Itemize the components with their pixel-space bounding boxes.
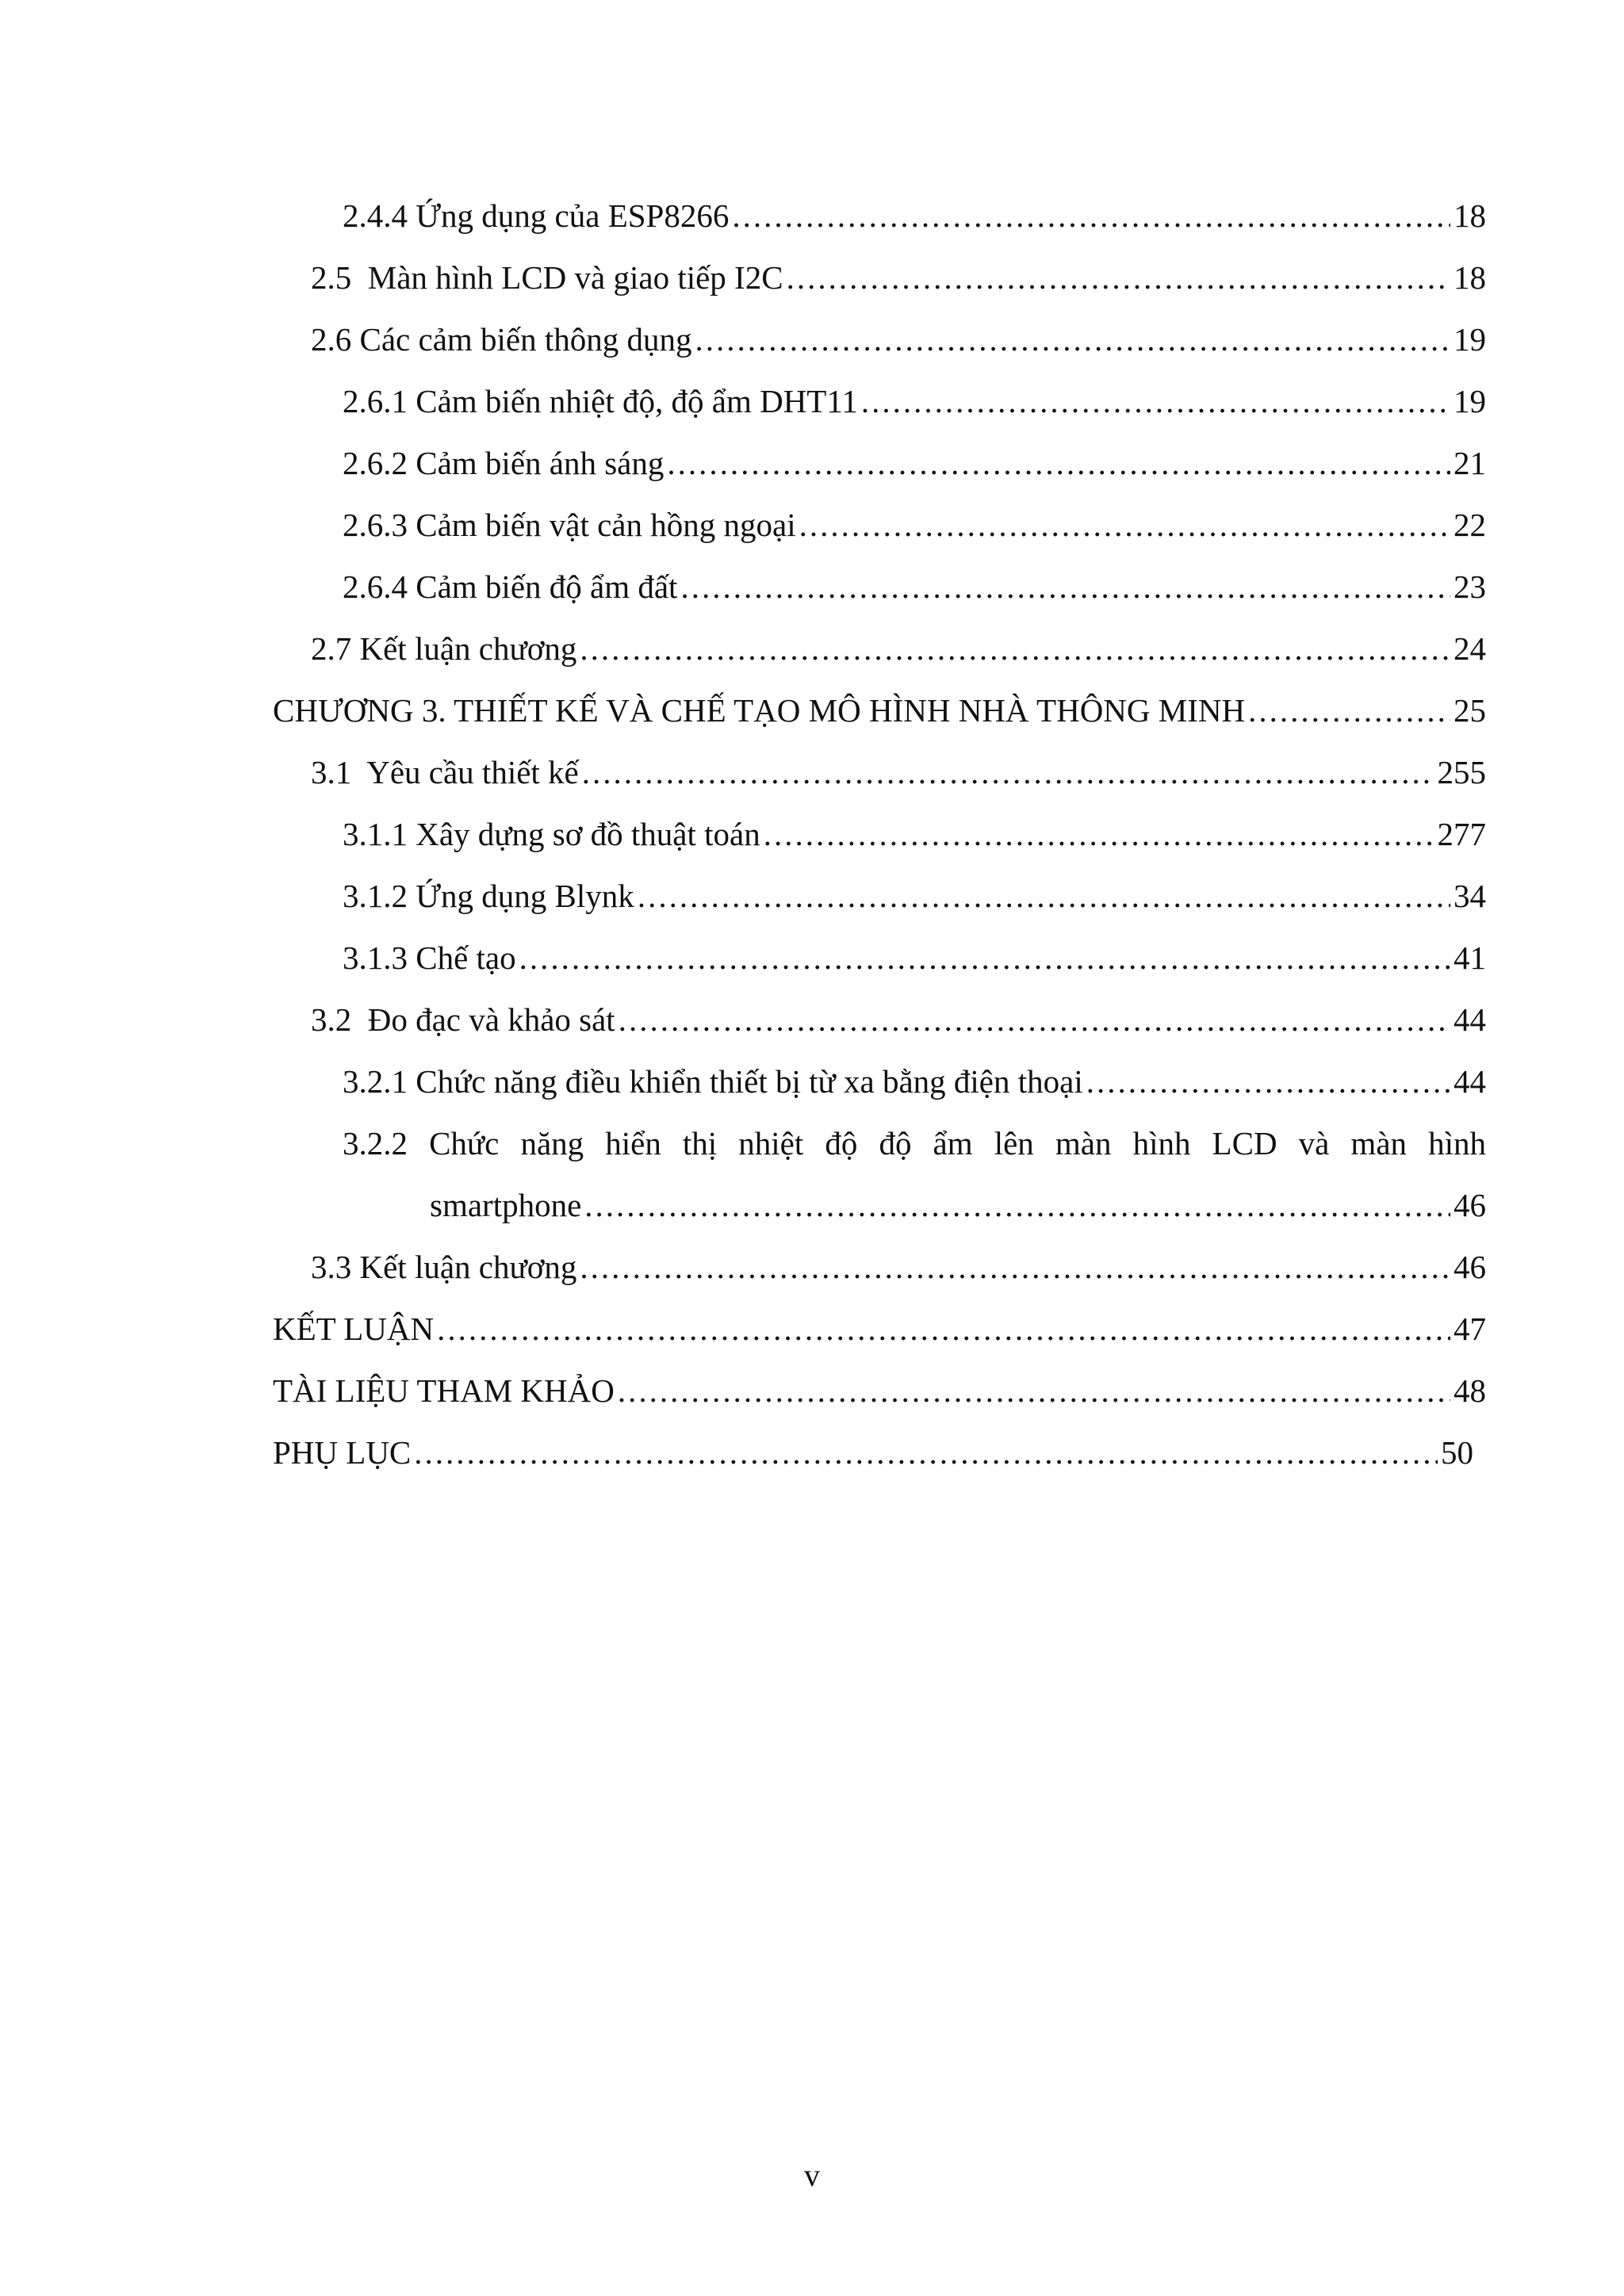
toc-leader-dots bbox=[414, 1429, 1438, 1476]
toc-entry-page: 41 bbox=[1454, 939, 1486, 976]
toc-leader-dots bbox=[580, 1243, 1450, 1291]
toc-entry-chapter[interactable] bbox=[273, 1429, 1473, 1476]
toc-leader-dots bbox=[584, 1181, 1450, 1229]
toc-entry-multiline-title[interactable]: 3.2.2 Chức năng hiển thị nhiệt độ độ ẩm lên màn hình LCD và màn hình bbox=[343, 1125, 1486, 1161]
toc-leader-dots bbox=[1248, 687, 1450, 734]
toc-leader-dots bbox=[787, 254, 1450, 301]
toc-entry-title: 3.2 Đo đạc và khảo sát bbox=[311, 1001, 615, 1038]
toc-leader-dots bbox=[582, 748, 1434, 796]
toc-entry[interactable] bbox=[311, 254, 1486, 301]
toc-entry-page: 19 bbox=[1454, 321, 1486, 358]
toc-entry-page: 50 bbox=[1441, 1434, 1473, 1471]
toc-leader-dots bbox=[580, 625, 1450, 672]
toc-entry-title: 2.6.1 Cảm biến nhiệt độ, độ ẩm DHT11 bbox=[343, 383, 858, 419]
toc-entry-chapter[interactable] bbox=[273, 1367, 1486, 1414]
toc-entry-title: 2.7 Kết luận chương bbox=[311, 630, 577, 667]
toc-entry-page: 19 bbox=[1454, 383, 1486, 419]
toc-entry-page: 46 bbox=[1454, 1187, 1486, 1223]
toc-entry-continuation-text: smartphone bbox=[430, 1187, 582, 1223]
toc-entry-title: 3.1.3 Chế tạo bbox=[343, 939, 516, 976]
toc-entry-page: 22 bbox=[1454, 507, 1486, 543]
toc-leader-dots bbox=[519, 934, 1450, 982]
toc-entry-title: TÀI LIỆU THAM KHẢO bbox=[273, 1372, 615, 1409]
toc-entry[interactable] bbox=[343, 377, 1486, 425]
toc-leader-dots bbox=[695, 316, 1450, 363]
toc-leader-dots bbox=[667, 439, 1450, 487]
toc-entry-title: 2.6.3 Cảm biến vật cản hồng ngoại bbox=[343, 507, 796, 543]
toc-entry-continuation[interactable] bbox=[430, 1181, 1486, 1229]
toc-entry-page: 23 bbox=[1454, 568, 1486, 605]
toc-entry-page: 48 bbox=[1454, 1372, 1486, 1409]
toc-entry-title: KẾT LUẬN bbox=[273, 1311, 435, 1347]
toc-entry-title: 3.3 Kết luận chương bbox=[311, 1249, 577, 1285]
toc-leader-dots bbox=[799, 501, 1450, 549]
toc-leader-dots bbox=[638, 872, 1450, 920]
toc-entry[interactable] bbox=[343, 872, 1486, 920]
toc-entry-page: 24 bbox=[1454, 630, 1486, 667]
toc-leader-dots bbox=[764, 810, 1434, 858]
toc-entry[interactable] bbox=[343, 934, 1486, 982]
toc-leader-dots bbox=[861, 377, 1450, 425]
toc-entry[interactable] bbox=[343, 439, 1486, 487]
toc-leader-dots bbox=[618, 1367, 1450, 1414]
toc-entry-page: 46 bbox=[1454, 1249, 1486, 1285]
toc-leader-dots bbox=[680, 563, 1450, 610]
toc-entry[interactable] bbox=[343, 563, 1486, 610]
toc-entry-page: 44 bbox=[1454, 1063, 1486, 1100]
toc-entry[interactable] bbox=[311, 316, 1486, 363]
toc-entry-title: 2.6 Các cảm biến thông dụng bbox=[311, 321, 692, 358]
toc-entry[interactable] bbox=[343, 1058, 1486, 1105]
toc-entry-title: CHƯƠNG 3. THIẾT KẾ VÀ CHẾ TẠO MÔ HÌNH NHÀ THÔNG MINH bbox=[273, 692, 1246, 729]
toc-entry-title: 3.1.1 Xây dựng sơ đồ thuật toán bbox=[343, 816, 760, 852]
toc-entry-title: 3.1 Yêu cầu thiết kế bbox=[311, 754, 579, 790]
toc-entry-page: 255 bbox=[1437, 754, 1486, 790]
toc-entry-title: 3.1.2 Ứng dụng Blynk bbox=[343, 878, 634, 914]
toc-leader-dots bbox=[437, 1305, 1450, 1353]
toc-entry-page: 277 bbox=[1437, 816, 1486, 852]
toc-entry-page: 44 bbox=[1454, 1001, 1486, 1038]
toc-entry-title: PHỤ LỤC bbox=[273, 1434, 412, 1471]
toc-entry[interactable] bbox=[343, 192, 1486, 239]
toc-entry-chapter[interactable] bbox=[273, 1305, 1486, 1353]
toc-entry-page: 47 bbox=[1454, 1311, 1486, 1347]
toc-entry-page: 34 bbox=[1454, 878, 1486, 914]
toc-leader-dots bbox=[1086, 1058, 1450, 1105]
toc-entry[interactable] bbox=[343, 810, 1486, 858]
page-number-footer: v bbox=[804, 2157, 820, 2193]
toc-entry-page: 21 bbox=[1454, 445, 1486, 481]
toc-entry-chapter[interactable] bbox=[273, 687, 1486, 734]
toc-entry-title: 2.6.4 Cảm biến độ ẩm đất bbox=[343, 568, 678, 605]
toc-entry-title: 2.6.2 Cảm biến ánh sáng bbox=[343, 445, 665, 481]
toc-entry[interactable] bbox=[311, 1243, 1486, 1291]
toc-entry[interactable] bbox=[343, 501, 1486, 549]
toc-entry[interactable] bbox=[311, 748, 1486, 796]
toc-entry-title: 3.2.1 Chức năng điều khiển thiết bị từ xa bằng điện thoại bbox=[343, 1063, 1083, 1100]
toc-entry-page: 18 bbox=[1454, 197, 1486, 234]
toc-leader-dots bbox=[619, 996, 1450, 1043]
toc-entry-page: 18 bbox=[1454, 259, 1486, 296]
toc-entry-page: 25 bbox=[1454, 692, 1486, 729]
toc-entry-title: 2.4.4 Ứng dụng của ESP8266 bbox=[343, 197, 730, 234]
toc-entry[interactable] bbox=[311, 996, 1486, 1043]
toc-entry[interactable] bbox=[311, 625, 1486, 672]
toc-leader-dots bbox=[732, 192, 1450, 239]
toc-entry-title: 2.5 Màn hình LCD và giao tiếp I2C bbox=[311, 259, 783, 296]
